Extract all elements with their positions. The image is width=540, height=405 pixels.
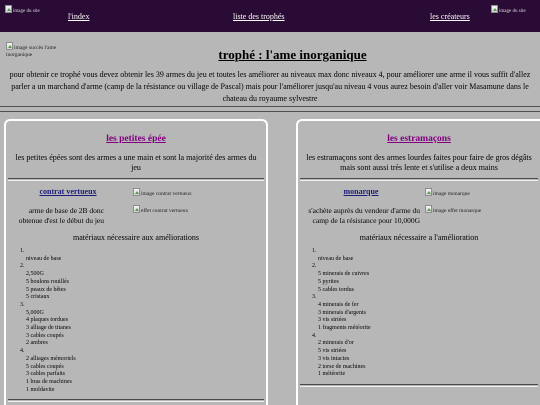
material-item: 3 minerais d'argents [318, 309, 366, 316]
nav-link-creators[interactable]: les créateurs [430, 12, 470, 21]
material-item: 5 vis striées [318, 348, 347, 355]
material-item: niveau de base [26, 255, 62, 262]
material-item: 5 peaux de bêtes [26, 286, 66, 293]
material-item: 5,000G [26, 309, 44, 316]
trophy-image-alt: image succès l'ame inorganique [6, 45, 57, 58]
weapon-image-alt: image contrat vertueux [141, 191, 192, 197]
weapon-effect-image [133, 205, 188, 215]
category-description: les petites épées sont des armes a une main et sont la majorité des armes du jeu [15, 153, 257, 172]
nav-link-trophies[interactable]: liste des trophés [233, 12, 285, 21]
weapon-effect-image-alt: effet contrat vertueux [141, 208, 189, 214]
upgrade-levels-list [12, 248, 260, 394]
weapon-image [425, 188, 470, 198]
section-divider [0, 106, 540, 107]
materials-title: matériaux nécessaire aux améliorations [73, 233, 199, 242]
divider [300, 384, 538, 387]
material-item: 2 alliages mémoriels [26, 355, 76, 362]
material-item: 4 minerais de fer [318, 301, 359, 308]
material-item: 1 moldavite [26, 386, 55, 393]
weapon-effect-image [425, 205, 481, 215]
broken-image-icon [491, 5, 498, 13]
material-item: 5 cables tordus [318, 286, 354, 293]
material-item: 5 pyrites [318, 278, 339, 285]
site-logo-left-alt: image du site [13, 9, 40, 14]
broken-image-icon [425, 205, 432, 213]
material-item: 5 cristaux [26, 294, 50, 301]
level-number: 1. [20, 248, 25, 254]
broken-image-icon [5, 5, 12, 13]
material-item: 5 minerais de cuivres [318, 271, 370, 278]
material-item: 2 ambres [26, 340, 48, 347]
broken-image-icon [6, 42, 13, 50]
material-item: 1 bras de machines [26, 378, 72, 385]
trophy-description: pour obtenir ce trophé vous devez obtenir les 39 armes du jeu et toutes les améliorer au niveaux max donc niveaux 4, pour améliorer une arme il vous suffit d'allez parler a un marchand d'arme (camp de la résistance ou village de Pascal) mais pour l'améliorer jusqu'au niveau 4 vous aurez besoin d'aller voir Masamune dans le chateau du royaume sylvestre [9, 70, 531, 103]
weapon-name-link[interactable]: contrat vertueux [39, 187, 97, 196]
category-title-link[interactable]: les petites épée [106, 134, 166, 144]
divider [300, 178, 538, 181]
weapon-image [133, 188, 192, 198]
material-item: niveau de base [318, 255, 354, 262]
section-divider [0, 111, 540, 112]
divider [8, 399, 264, 402]
material-item: 3 vis striées [318, 317, 347, 324]
materials-title: matériaux nécessaire a l'amélioration [359, 233, 479, 242]
broken-image-icon [133, 205, 140, 213]
nav-link-index[interactable]: l'index [68, 12, 90, 21]
level-number: 4. [20, 348, 25, 355]
site-logo-left[interactable] [5, 5, 55, 15]
divider [8, 178, 264, 181]
material-item: 5 cables coupés [26, 363, 64, 370]
category-panel [4, 119, 268, 405]
material-item: 3 cables parfaits [26, 371, 65, 378]
weapon-description: s'achète auprès du vendeur d'arme du camp de la résistance pour 10,000G [308, 206, 420, 225]
broken-image-icon [133, 188, 140, 196]
weapon-effect-image-alt: image effet monarque [433, 208, 482, 214]
material-item: 4 plaques tordues [26, 317, 68, 324]
material-item: 2 minerais d'or [318, 340, 354, 347]
trophy-image [6, 42, 62, 58]
level-number: 2. [312, 263, 317, 270]
material-item: 5 boulons rouillés [26, 278, 69, 285]
weapon-name-link[interactable]: monarque [343, 187, 379, 196]
weapon-description: arme de base de 2B donc obtenue d'est le début du jeu [18, 206, 104, 225]
level-number: 1. [312, 248, 317, 254]
material-item: 2 torse de machines [318, 363, 366, 370]
material-item: 1 météorite [318, 371, 346, 378]
category-description: les estramaçons sont des armes lourdes faites pour faire de gros dégâts mais sont aussi très lente et s'utilise a deux mains [306, 153, 532, 172]
page-title: trophé : l'ame inorganique [218, 47, 367, 62]
level-number: 4. [312, 332, 317, 339]
material-item: 3 vis intactes [318, 355, 350, 362]
weapon-image-alt: image monarque [433, 191, 470, 197]
site-logo-right-alt: image du site [499, 9, 526, 14]
material-item: 3 cables coupés [26, 332, 64, 339]
material-item: 3 alliage de titanes [26, 325, 71, 332]
weapon-entry [12, 187, 260, 226]
level-number: 2. [20, 263, 25, 270]
material-item: 2,500G [26, 271, 44, 278]
level-number: 3. [20, 301, 25, 308]
level-number: 3. [312, 294, 317, 301]
weapon-entry [304, 187, 534, 226]
broken-image-icon [425, 188, 432, 196]
category-title-link[interactable]: les estramaçons [387, 134, 451, 144]
material-item: 1 fragments météorite [318, 325, 371, 332]
top-header-bar [0, 0, 540, 32]
category-panel [296, 119, 540, 405]
upgrade-levels-list [304, 248, 534, 379]
site-logo-right[interactable] [491, 5, 537, 15]
